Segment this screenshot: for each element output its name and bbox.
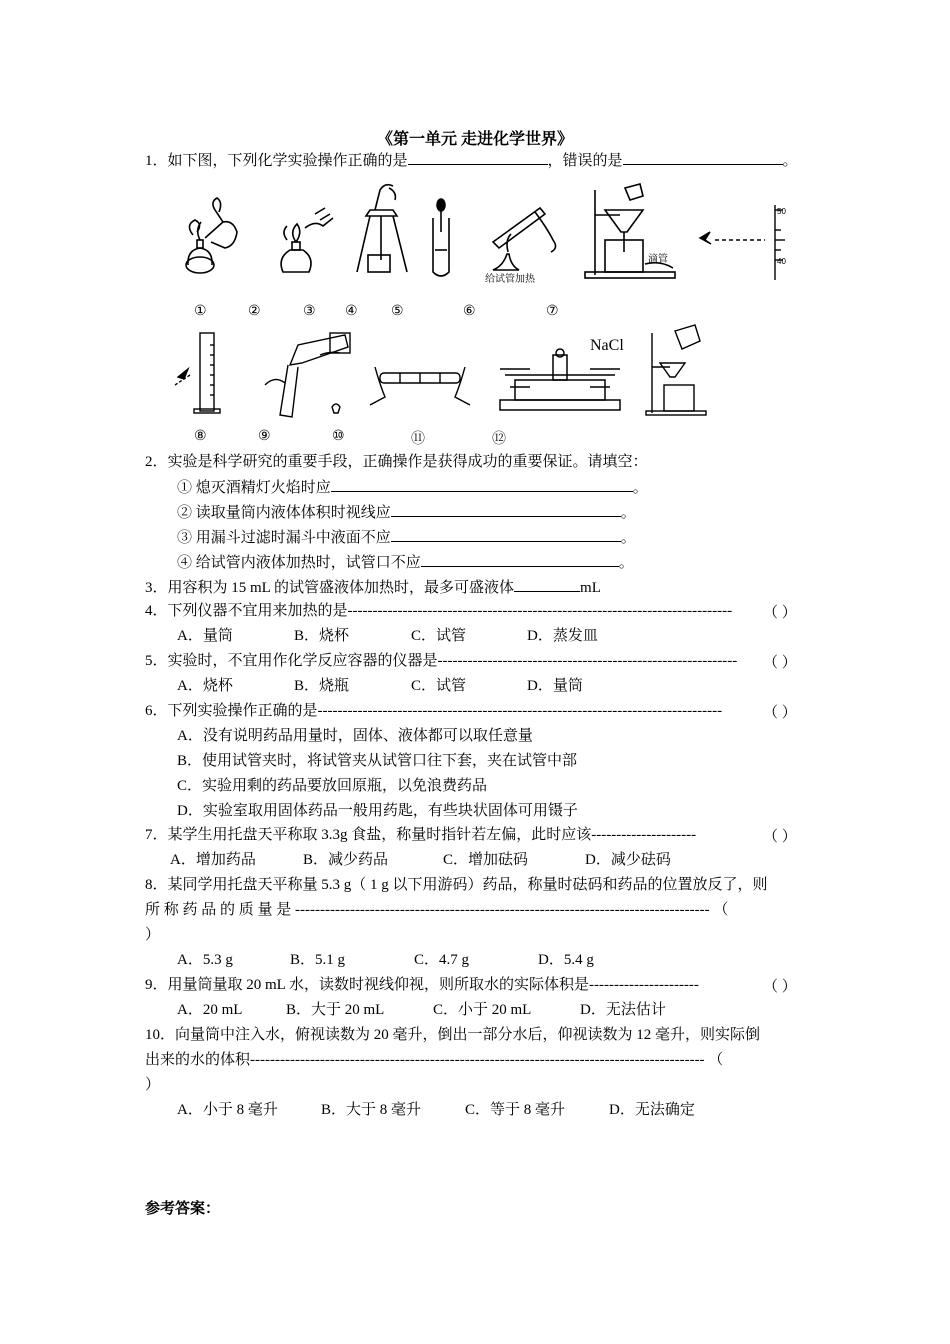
- q5-option-b[interactable]: B．烧瓶: [294, 678, 350, 694]
- q2-item-2: [177, 502, 636, 523]
- q7-option-a[interactable]: A．增加药品: [170, 852, 256, 868]
- q2-item-4-text: ④ 给试管内液体加热时，试管口不应: [177, 555, 421, 571]
- q3-unit: mL: [580, 580, 601, 596]
- q10-stem-line1: 10．向量筒中注入水，俯视读数为 20 毫升，倒出一部分水后，仰视读数为 12 毫升，则实际倒: [145, 1027, 761, 1043]
- q3-blank[interactable]: [514, 577, 580, 592]
- q2-item-2-end: 。: [620, 505, 636, 521]
- q5-option-d[interactable]: D．量筒: [527, 678, 583, 694]
- q8-options: [177, 950, 594, 970]
- q6-option-c[interactable]: C．实验用剩的药品要放回原瓶，以免浪费药品: [177, 778, 488, 794]
- q2-blank-2[interactable]: [391, 502, 621, 517]
- q2-blank-4[interactable]: [421, 552, 619, 567]
- balance-scale-icon: [500, 349, 620, 410]
- q5-answer-paren[interactable]: （ ）: [763, 655, 797, 671]
- alcohol-lamp-lighting-icon: [186, 198, 237, 273]
- q9-option-a[interactable]: A．20 mL: [177, 1002, 243, 1018]
- q10-option-d[interactable]: D．无法确定: [609, 1102, 695, 1118]
- q5-options: [177, 676, 583, 696]
- q8-stem-line1: 8．某同学用托盘天平称量 5.3 g（ 1 g 以下用游码）药品，称量时砝码和药品的位置放反了，则: [145, 877, 768, 893]
- q1-fig-label-3: ③: [303, 304, 316, 319]
- q1-fig-caption: 给试管加热: [485, 274, 535, 285]
- stand-beaker-icon: [646, 325, 706, 415]
- q8-option-a[interactable]: A．5.3 g: [177, 952, 233, 968]
- pouring-liquid-icon: [265, 333, 350, 417]
- q1-fig-label-7: ⑦: [546, 304, 559, 319]
- q5-option-c[interactable]: C．试管: [411, 678, 467, 694]
- q1-fig-label-9: ⑨: [258, 429, 271, 444]
- q1-fig-label-5: ⑤: [391, 304, 404, 319]
- test-tube-heating-icon: [493, 208, 556, 270]
- q1-blank-correct[interactable]: [408, 150, 548, 165]
- page-title: 《第一单元 走进化学世界》: [376, 131, 573, 148]
- q4-option-c[interactable]: C．试管: [411, 628, 467, 644]
- q10-option-c[interactable]: C．等于 8 毫升: [465, 1102, 566, 1118]
- q1-text-b: ，错误的是: [547, 153, 623, 169]
- q2-blank-1[interactable]: [331, 477, 633, 492]
- q8-option-c[interactable]: C．4.7 g: [414, 952, 470, 968]
- q1-fig-label-6: ⑥: [463, 304, 476, 319]
- q10-option-a[interactable]: A．小于 8 毫升: [177, 1102, 278, 1118]
- q9-option-d[interactable]: D．无法估计: [580, 1002, 666, 1018]
- q7-option-d[interactable]: D．减少砝码: [585, 852, 671, 868]
- cyl-top-label: 50: [777, 207, 786, 216]
- cylinder-reading-icon: [700, 205, 785, 280]
- q9-option-b[interactable]: B．大于 20 mL: [286, 1002, 385, 1018]
- q2-item-4-end: 。: [618, 555, 634, 571]
- q1-fig-label-11: ⑪: [411, 432, 425, 447]
- q4-stem: 4．下列仪器不宜用来加热的是-----------------------------------------------------------------------------: [145, 603, 733, 619]
- cyl-bottom-label: 40: [777, 257, 786, 266]
- q6-answer-paren[interactable]: （ ）: [763, 705, 797, 721]
- q7-option-b[interactable]: B．减少药品: [303, 852, 389, 868]
- q1-blank-wrong[interactable]: [623, 150, 783, 165]
- q2-item-3: [177, 527, 636, 548]
- q2-item-1-end: 。: [632, 480, 648, 496]
- q6-option-d[interactable]: D．实验室取用固体药品一般用药匙，有些块状固体可用镊子: [177, 803, 578, 819]
- q4-option-d[interactable]: D．蒸发皿: [527, 628, 598, 644]
- q10-stem-line3: ）: [145, 1077, 161, 1093]
- q7-stem: 7．某学生用托盘天平称取 3.3g 食盐，称量时指针若左偏，此时应该---------------------: [145, 827, 697, 843]
- q1-figures-row1: [175, 180, 815, 285]
- answers-heading: 参考答案：: [145, 1201, 221, 1217]
- q10-option-b[interactable]: B．大于 8 毫升: [321, 1102, 422, 1118]
- q2-item-4: [177, 552, 634, 573]
- q8-stem-line2: 所 称 药 品 的 质 量 是 ----------------------------------------------------------------------------------- （: [145, 902, 729, 918]
- q1-fig-label-10: ⑩: [332, 429, 345, 444]
- q2-item-2-text: ② 读取量筒内液体体积时视线应: [177, 505, 391, 521]
- q1-fig-label-4: ④: [345, 304, 358, 319]
- q4-option-a[interactable]: A．量筒: [177, 628, 233, 644]
- q3-stem: [145, 577, 601, 598]
- q1-text-a: 1．如下图，下列化学实验操作正确的是: [145, 153, 408, 169]
- q2-blank-3[interactable]: [391, 527, 621, 542]
- q1-dropper-label: 滴管: [648, 254, 668, 265]
- q2-item-1-text: ① 熄灭酒精灯火焰时应: [177, 480, 331, 496]
- q9-stem: 9．用量筒量取 20 mL 水，读数时视线仰视，则所取水的实际体积是----------------------: [145, 977, 699, 993]
- alcohol-lamp-blow-icon: [281, 208, 333, 272]
- q2-item-3-text: ③ 用漏斗过滤时漏斗中液面不应: [177, 530, 391, 546]
- q5-option-a[interactable]: A．烧杯: [177, 678, 233, 694]
- q1-figures-row2: [170, 325, 730, 420]
- test-tube-hands-icon: [370, 367, 470, 405]
- q1-fig-label-12: ⑫: [492, 432, 506, 447]
- q8-option-d[interactable]: D．5.4 g: [538, 952, 594, 968]
- q9-options: [177, 1000, 666, 1020]
- cylinder-look-down-icon: [175, 333, 220, 413]
- q2-item-1: [177, 477, 648, 498]
- q3-text: 3．用容积为 15 mL 的试管盛液体加热时，最多可盛液体: [145, 580, 515, 596]
- q10-options: [177, 1100, 695, 1120]
- q1-text-c: 。: [782, 153, 798, 169]
- q8-option-b[interactable]: B．5.1 g: [290, 952, 346, 968]
- q6-stem: 6．下列实验操作正确的是---------------------------------------------------------------------------------: [145, 703, 723, 719]
- q1-fig-label-2: ②: [248, 304, 261, 319]
- q9-option-c[interactable]: C．小于 20 mL: [433, 1002, 532, 1018]
- q7-option-c[interactable]: C．增加砝码: [443, 852, 529, 868]
- q4-answer-paren[interactable]: （ ）: [763, 605, 797, 621]
- q2-item-3-end: 。: [620, 530, 636, 546]
- q2-stem: 2．实验是科学研究的重要手段，正确操作是获得成功的重要保证。请填空：: [145, 454, 648, 470]
- q8-stem-line3: ）: [145, 927, 161, 943]
- q1-fig-label-8: ⑧: [194, 429, 207, 444]
- q7-options: [170, 850, 671, 870]
- q4-options: [177, 626, 598, 646]
- q9-answer-paren[interactable]: （ ）: [763, 979, 797, 995]
- test-tube-dropper-icon: [433, 199, 449, 276]
- q1-stem: [145, 150, 798, 171]
- tripod-heating-icon: [357, 185, 407, 272]
- q5-stem: 5．实验时，不宜用作化学反应容器的仪器是------------------------------------------------------------: [145, 653, 738, 669]
- q7-answer-paren[interactable]: （ ）: [763, 829, 797, 845]
- q1-fig-label-1: ①: [194, 304, 207, 319]
- q6-option-b[interactable]: B．使用试管夹时，将试管夹从试管口往下套，夹在试管中部: [177, 753, 578, 769]
- q6-option-a[interactable]: A．没有说明药品用量时，固体、液体都可以取任意量: [177, 728, 533, 744]
- q4-option-b[interactable]: B．烧杯: [294, 628, 350, 644]
- q10-stem-line2: 出来的水的体积------------------------------------------------------------------------------------------- （: [145, 1052, 724, 1068]
- q1-nacl-label: NaCl: [590, 337, 624, 354]
